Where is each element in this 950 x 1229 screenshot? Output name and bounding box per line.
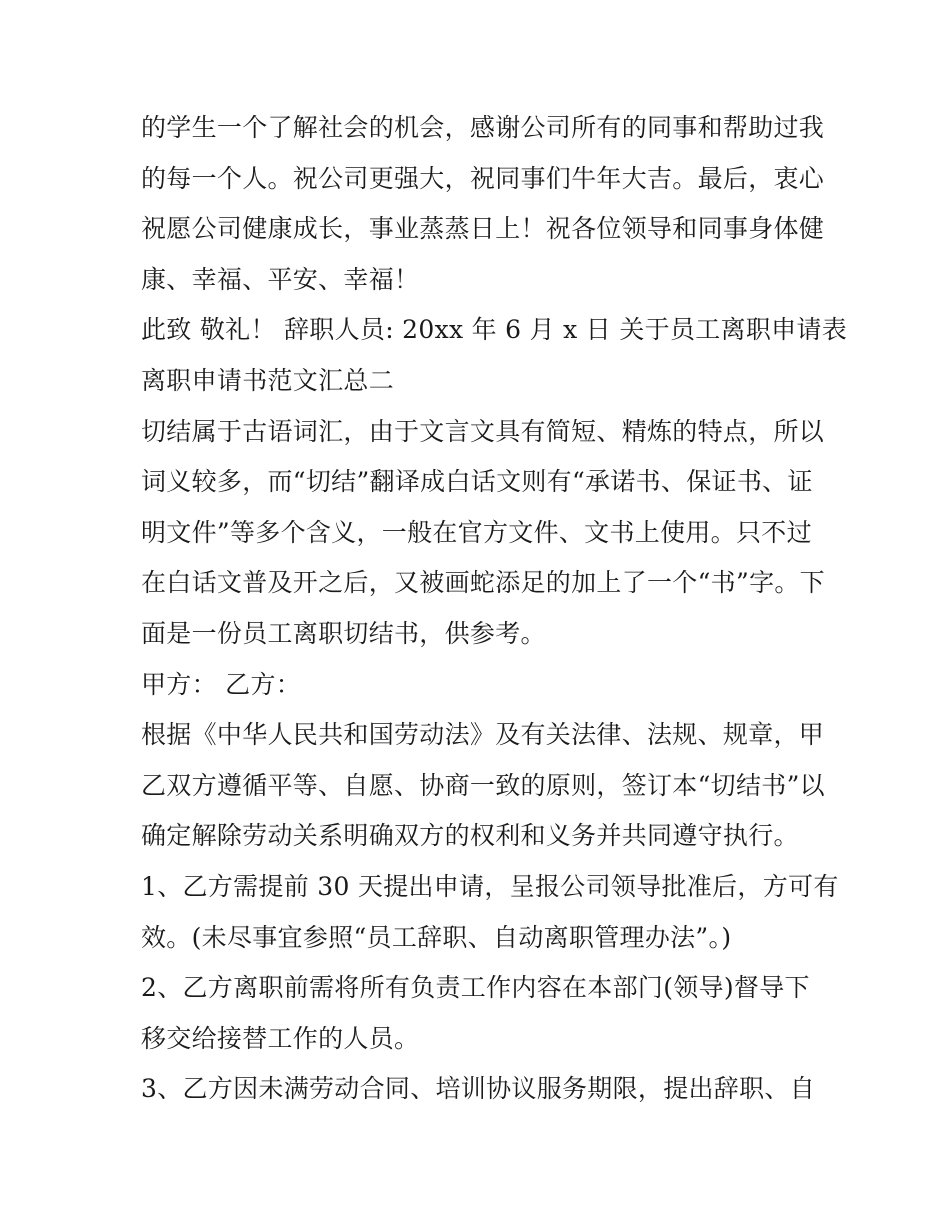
text-line: 面是一份员工离职切结书，供参考。	[141, 618, 546, 648]
text-line: 康、幸福、平安、幸福！	[141, 264, 420, 294]
text-line: 词义较多，而“切结”翻译成白话文则有“承诺书、保证书、证	[141, 467, 813, 497]
section-heading: 离职申请书范文汇总二	[141, 365, 395, 395]
clause-line: 效。(未尽事宜参照“员工辞职、自动离职管理办法”。)	[141, 922, 732, 952]
text-line: 乙双方遵循平等、自愿、协商一致的原则，签订本“切结书”以	[141, 770, 825, 800]
text-line: 此致 敬礼！ 辞职人员: 20xx 年 6 月 x 日 关于员工离职申请表	[141, 315, 848, 345]
text-line: 明文件”等多个含义，一般在官方文件、文书上使用。只不过	[141, 517, 812, 547]
text-line: 确定解除劳动关系明确双方的权利和义务并共同遵守执行。	[141, 821, 799, 851]
text-line: 根据《中华人民共和国劳动法》及有关法律、法规、规章，甲	[141, 720, 825, 750]
clause-line: 3、乙方因未满劳动合同、培训协议服务期限，提出辞职、自	[141, 1074, 816, 1104]
text-line: 切结属于古语词汇，由于文言文具有简短、精炼的特点，所以	[141, 416, 825, 446]
text-line: 的学生一个了解社会的机会，感谢公司所有的同事和帮助过我	[141, 113, 825, 142]
clause-line: 1、乙方需提前 30 天提出申请，呈报公司领导批准后，方可有	[141, 871, 839, 901]
parties-line: 甲方： 乙方：	[141, 669, 302, 699]
text-line: 在白话文普及开之后，又被画蛇添足的加上了一个“书”字。下	[141, 568, 825, 598]
text-line: 祝愿公司健康成长，事业蒸蒸日上！祝各位领导和同事身体健	[141, 214, 825, 244]
document-body	[141, 103, 848, 1115]
clause-line: 移交给接替工作的人员。	[141, 1023, 420, 1053]
text-line: 的每一个人。祝公司更强大，祝同事们牛年大吉。最后，衷心	[141, 163, 825, 193]
clause-line: 2、乙方离职前需将所有负责工作内容在本部门(领导)督导下	[141, 973, 810, 1003]
